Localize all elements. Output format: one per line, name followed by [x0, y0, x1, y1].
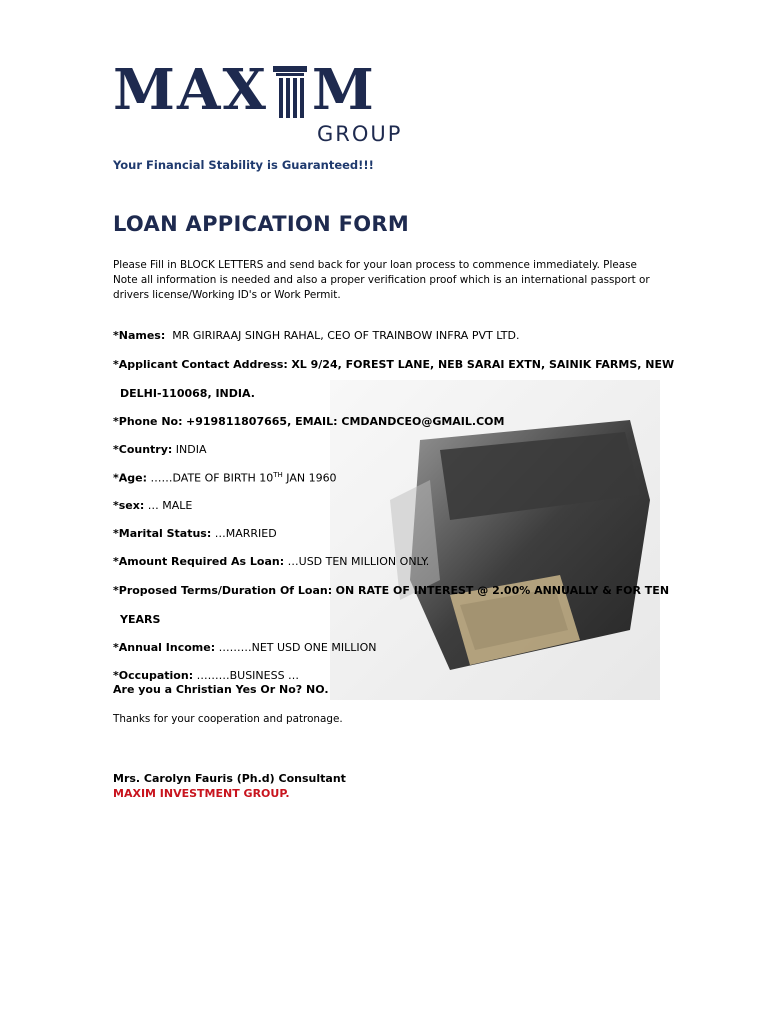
- age-value-year: JAN 1960: [286, 471, 337, 485]
- field-income: [113, 641, 376, 654]
- marital-value: …MARRIED: [214, 527, 277, 540]
- page-title: LOAN APPICATION FORM: [113, 212, 410, 236]
- marital-label: *Marital Status:: [113, 527, 212, 540]
- column-icon: [273, 66, 307, 120]
- logo-subtitle: GROUP: [317, 122, 403, 146]
- field-occupation: [113, 669, 299, 682]
- address-label: *Applicant Contact Address:: [113, 358, 288, 371]
- occupation-value: ………BUSINESS …: [196, 669, 300, 682]
- field-christian: [113, 683, 329, 696]
- field-sex: [113, 499, 192, 512]
- country-value: INDIA: [175, 443, 207, 456]
- address-value: XL 9/24, FOREST LANE, NEB SARAI EXTN, SAINIK FARMS, NEW: [291, 358, 675, 371]
- signature-company: MAXIM INVESTMENT GROUP.: [113, 787, 290, 800]
- phone-value: +919811807665, EMAIL: CMDANDCEO@GMAIL.COM: [186, 415, 505, 428]
- christian-question: Are you a Christian Yes Or No? NO.: [113, 683, 329, 696]
- field-terms: [113, 584, 669, 597]
- intro-paragraph: Please Fill in BLOCK LETTERS and send back for your loan process to commence immediately. Please Note all information is needed and also a proper verification proof which is an international passport or drivers license/Working ID's or Work Permit.: [113, 259, 650, 301]
- tagline: Your Financial Stability is Guaranteed!!!: [113, 158, 374, 172]
- amount-label: *Amount Required As Loan:: [113, 555, 285, 568]
- field-amount: [113, 555, 429, 568]
- field-age: [113, 471, 337, 485]
- wallet-background-image: [330, 380, 660, 700]
- age-superscript: TH: [273, 471, 283, 479]
- logo-wordmark: [113, 58, 376, 122]
- field-address-cont: [120, 387, 255, 400]
- field-names: *Names: MR GIRIRAAJ SINGH RAHAL, CEO OF TRAINBOW INFRA PVT LTD.: [113, 329, 520, 342]
- names-label: *Names: [113, 329, 161, 342]
- signature-name: Mrs. Carolyn Fauris (Ph.d) Consultant: [113, 772, 346, 785]
- logo-word-right: M: [311, 57, 376, 123]
- sex-value: … MALE: [147, 499, 193, 512]
- country-label: *Country:: [113, 443, 173, 456]
- income-value: ………NET USD ONE MILLION: [218, 641, 377, 654]
- logo-word-left: MAX: [113, 57, 268, 123]
- terms-label: *Proposed Terms/Duration Of Loan:: [113, 584, 333, 597]
- thanks-text: Thanks for your cooperation and patronage.: [113, 713, 343, 725]
- occupation-label: *Occupation:: [113, 669, 194, 682]
- names-value: MR GIRIRAAJ SINGH RAHAL, CEO OF TRAINBOW INFRA PVT LTD.: [172, 329, 520, 342]
- income-label: *Annual Income:: [113, 641, 216, 654]
- phone-label: *Phone No:: [113, 415, 183, 428]
- field-marital: [113, 527, 277, 540]
- sex-label: *sex:: [113, 499, 145, 512]
- field-address: [113, 358, 674, 371]
- terms-value-cont: YEARS: [120, 613, 161, 626]
- field-terms-cont: [120, 613, 160, 626]
- amount-value: …USD TEN MILLION ONLY.: [287, 555, 430, 568]
- address-value-cont: DELHI-110068, INDIA.: [120, 387, 255, 400]
- terms-value: ON RATE OF INTEREST @ 2.00% ANNUALLY & FOR TEN: [335, 584, 670, 597]
- age-label: *Age:: [113, 471, 147, 485]
- age-value: ……DATE OF BIRTH 10: [150, 471, 274, 485]
- maxim-logo: [113, 58, 433, 153]
- field-phone: [113, 415, 504, 428]
- field-country: [113, 443, 207, 456]
